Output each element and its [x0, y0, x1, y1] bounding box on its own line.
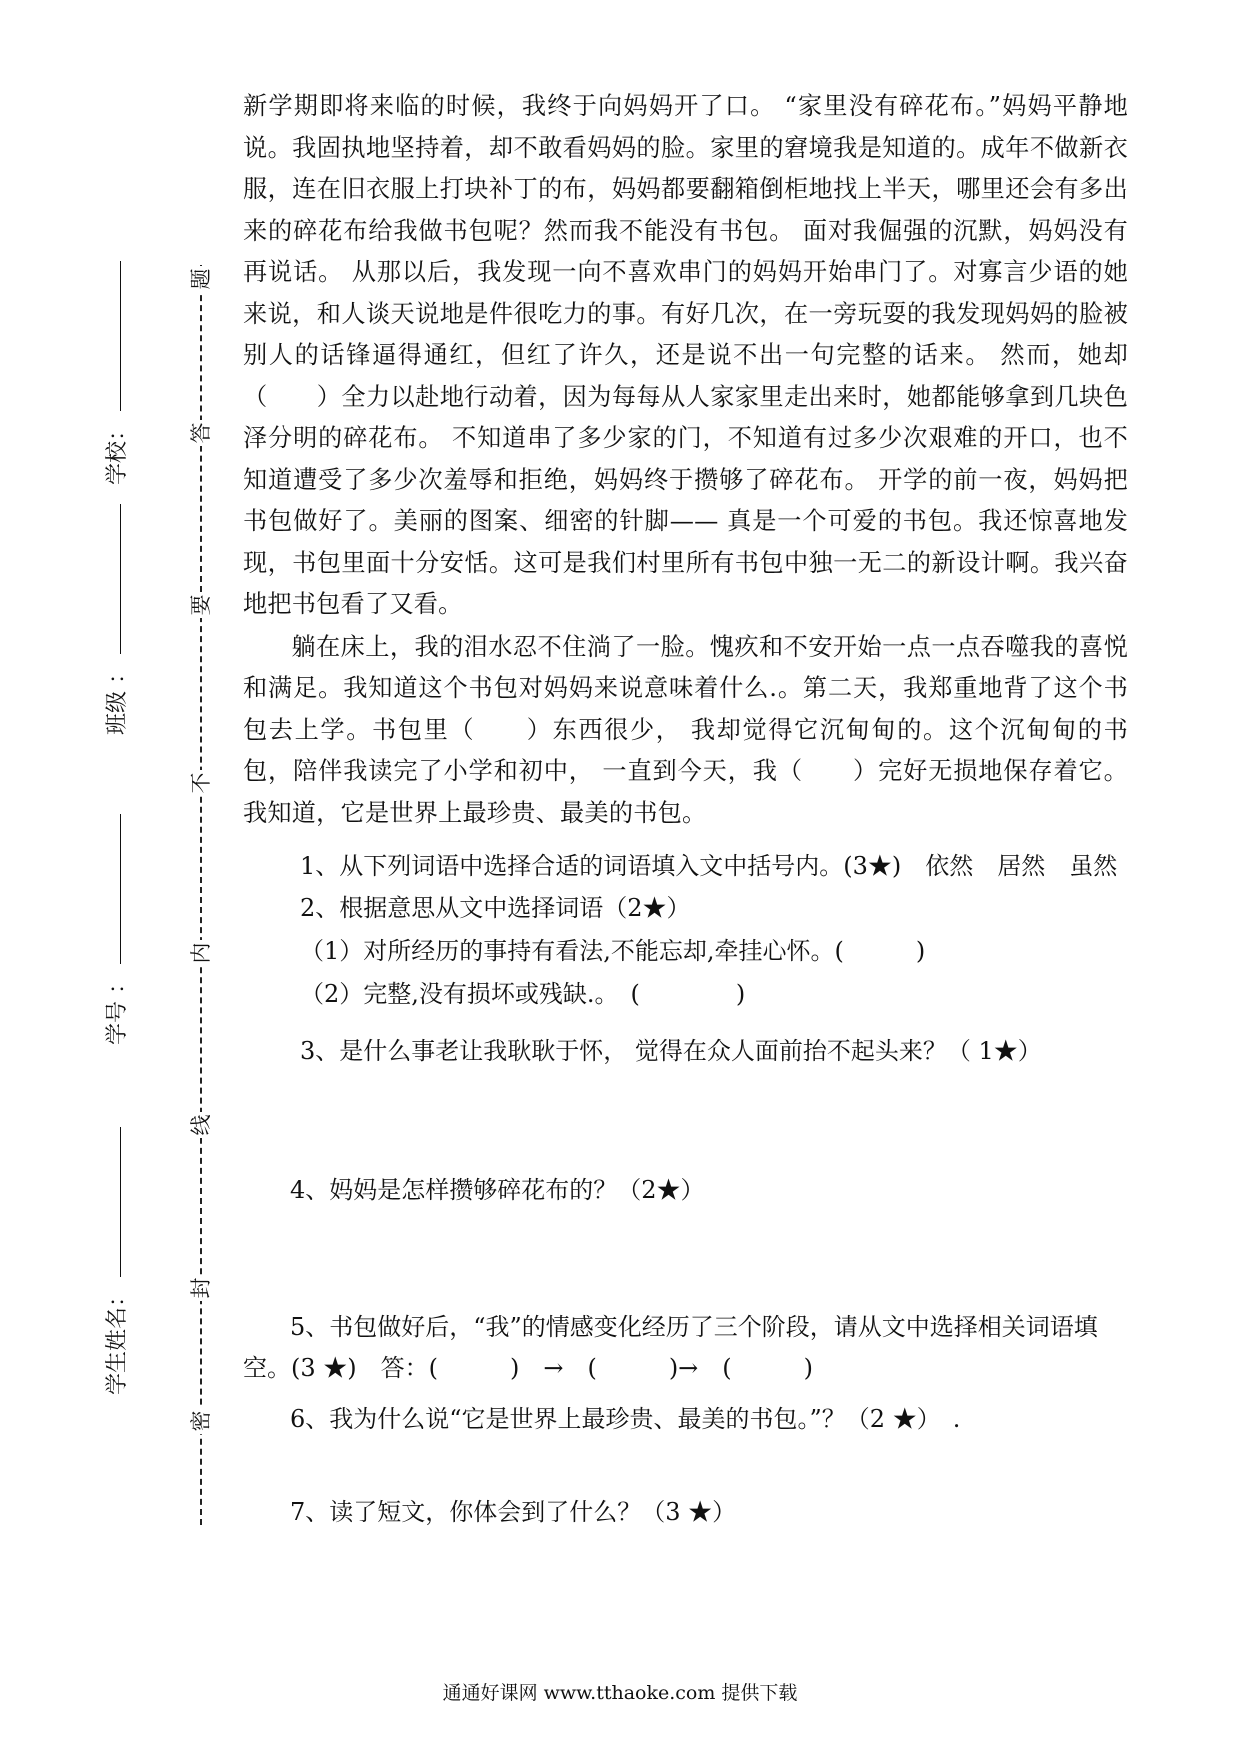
- student-name-field: [100, 1127, 131, 1395]
- footer-credit: 通通好课网 www.tthaoke.com 提供下载: [442, 1682, 798, 1704]
- student-name-label: 学生姓名：: [105, 1284, 130, 1395]
- question-5: 5、书包做好后，“我”的情感变化经历了三个阶段，请从文中选择相关词语填空。(3 ★) 答：( ) → ( )→ ( ): [243, 1313, 1098, 1382]
- school-label: 学校：: [105, 418, 130, 485]
- reading-passage: [243, 86, 1128, 834]
- seal-char-xian: 线: [188, 1112, 214, 1138]
- school-blank-line: [119, 261, 121, 411]
- seal-char-mi: 密: [188, 1408, 214, 1434]
- question-4: 4、妈妈是怎样攒够碎花布的？（2★）: [290, 1176, 705, 1204]
- seal-char-nei: 内: [188, 940, 214, 966]
- class-label: 班级 ：: [105, 662, 130, 735]
- student-no-label: 学号 ：: [105, 972, 130, 1045]
- seal-char-da: 答: [188, 420, 214, 446]
- question-7: 7、读了短文，你体会到了什么？（3 ★）: [290, 1498, 737, 1526]
- question-2: 2、根据意思从文中选择词语（2★）: [300, 894, 691, 922]
- seal-char-yao: 要: [188, 592, 214, 618]
- seal-char-ti: 题: [188, 266, 214, 292]
- class-blank-line: [119, 504, 121, 654]
- question-6: 6、我为什么说“它是世界上最珍贵、最美的书包。”？（2 ★） .: [290, 1405, 961, 1433]
- school-field: [100, 261, 131, 485]
- seal-char-bu: 不: [188, 770, 214, 796]
- student-no-field: [100, 814, 131, 1045]
- passage-paragraph-2: 躺在床上，我的泪水忍不住淌了一脸。愧疚和不安开始一点一点吞噬我的喜悦和满足。我知道这个书包对妈妈来说意味着什么.。第二天，我郑重地背了这个书包去上学。书包里（ ）东西很少， 我却觉得它沉甸甸的。这个沉甸甸的书包，陪伴我读完了小学和初中， 一直到今天，我（ ）完好无损地保存着它。 我知道，它是世界上最珍贵、最美的书包。: [243, 632, 1128, 827]
- seal-line: [200, 265, 202, 1525]
- question-3: 3、是什么事老让我耿耿于怀， 觉得在众人面前抬不起头来？（ 1★）: [300, 1037, 1042, 1065]
- student-no-blank-line: [119, 814, 121, 964]
- question-2-1: （1）对所经历的事持有看法,不能忘却,牵挂心怀。( ): [300, 937, 926, 965]
- seal-char-feng: 封: [188, 1275, 214, 1301]
- question-1: 1、从下列词语中选择合适的词语填入文中括号内。(3★) 依然 居然 虽然: [300, 852, 1118, 880]
- passage-paragraph-1: 新学期即将来临的时候，我终于向妈妈开了口。 “家里没有碎花布。”妈妈平静地说。我固执地坚持着，却不敢看妈妈的脸。家里的窘境我是知道的。成年不做新衣服，连在旧衣服上打块补丁的布，妈妈都要翻箱倒柜地找上半天，哪里还会有多出来的碎花布给我做书包呢？然而我不能没有书包。 面对我倔强的沉默，妈妈没有再说话。 从那以后，我发现一向不喜欢串门的妈妈开始串门了。对寡言少语的她来说，和人谈天说地是件很吃力的事。有好几次，在一旁玩耍的我发现妈妈的脸被别人的话锋逼得通红，但红了许久，还是说不出一句完整的话来。 然而，她却（ ）全力以赴地行动着，因为每每从人家家里走出来时，她都能够拿到几块色泽分明的碎花布。 不知道串了多少家的门，不知道有过多少次艰难的开口，也不知道遭受了多少次羞辱和拒绝，妈妈终于攒够了碎花布。 开学的前一夜，妈妈把书包做好了。美丽的图案、细密的针脚—— 真是一个可爱的书包。我还惊喜地发现，书包里面十分安恬。这可是我们村里所有书包中独一无二的新设计啊。我兴奋地把书包看了又看。: [243, 92, 1128, 618]
- question-2-2: （2）完整,没有损坏或残缺.。 ( ): [300, 980, 746, 1008]
- student-name-blank-line: [119, 1127, 121, 1277]
- class-field: [100, 504, 131, 735]
